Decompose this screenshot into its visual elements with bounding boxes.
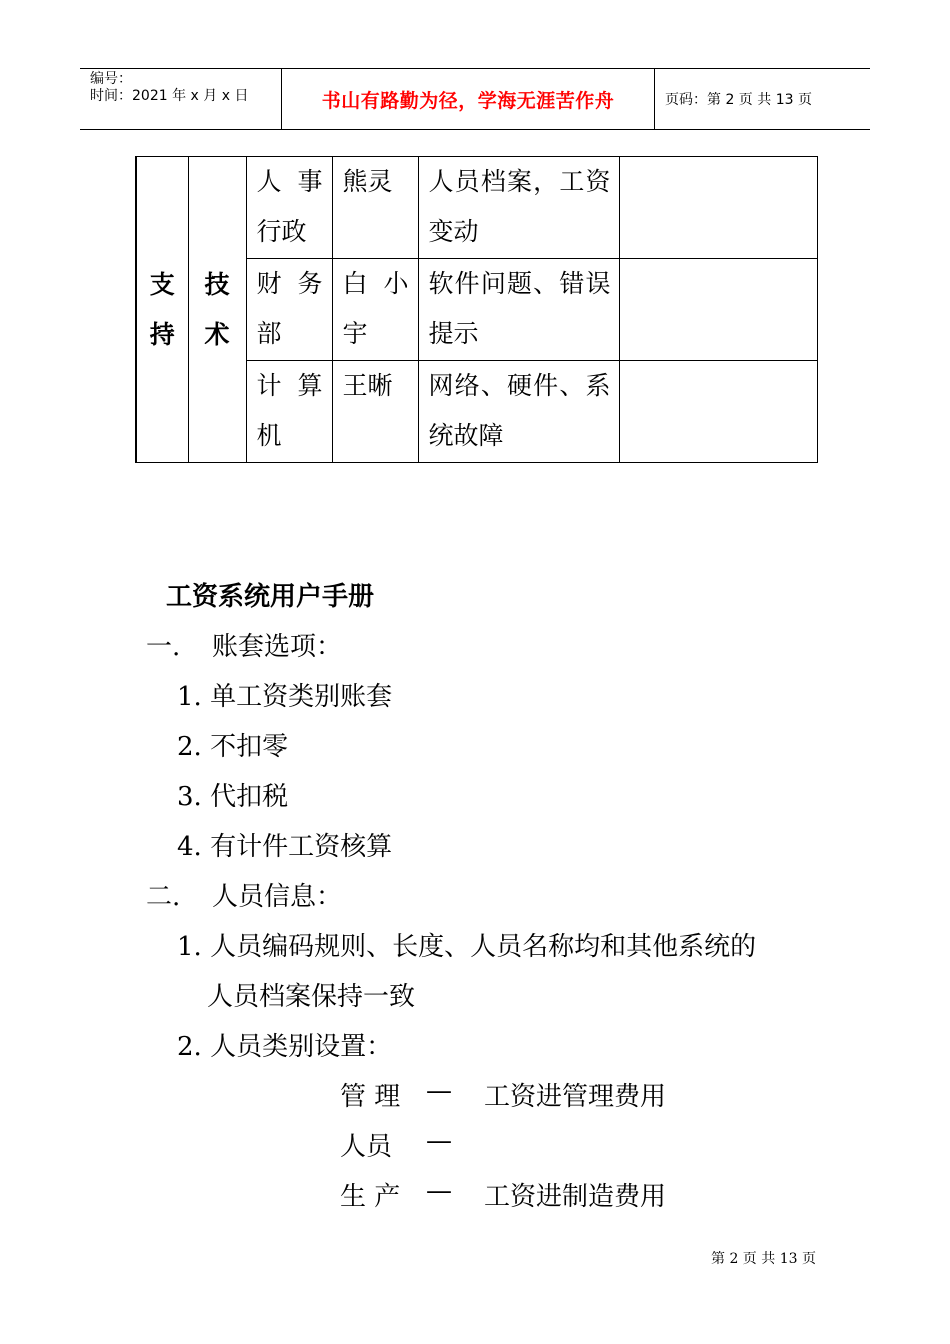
person-cell — [332, 259, 418, 361]
scope-text: 软件问题、错误提示 — [428, 269, 611, 348]
section-number: 二. — [146, 882, 181, 912]
section-heading: 人员信息： — [212, 882, 343, 912]
person-text: 白小宇 — [342, 269, 409, 348]
person-cell — [332, 361, 418, 463]
support-table — [135, 156, 818, 463]
header-page-info: 页码：第 2 页 共 13 页 — [665, 92, 812, 108]
time-label: 时间：2021 年 x 月 x 日 — [90, 88, 249, 104]
list-item: 4. 有计件工资核算 — [177, 832, 393, 862]
page-header — [80, 68, 870, 130]
category-name: 人员 — [340, 1132, 393, 1162]
list-item: 1. 单工资类别账套 — [177, 682, 393, 712]
support-subcategory-cell — [188, 157, 246, 463]
list-item: 1. 人员编码规则、长度、人员名称均和其他系统的 — [177, 932, 757, 962]
section-heading: 账套选项： — [212, 632, 343, 662]
list-item: 2. 不扣零 — [177, 732, 289, 762]
manual-title: 工资系统用户手册 — [166, 582, 375, 612]
category-name: 生 产 — [340, 1182, 401, 1212]
section-number: 一. — [146, 632, 181, 662]
dept-cell — [246, 259, 332, 361]
header-meta — [80, 69, 282, 129]
scope-cell — [418, 259, 619, 361]
list-item: 2. 人员类别设置： — [177, 1032, 393, 1062]
dept-cell — [246, 361, 332, 463]
category-dash: — — [426, 1126, 452, 1156]
header-motto: 书山有路勤为径，学海无涯苦作舟 — [282, 69, 655, 129]
scope-cell — [418, 157, 619, 259]
note-cell — [619, 259, 817, 361]
dept-text: 财务部 — [256, 269, 323, 348]
scope-cell — [418, 361, 619, 463]
person-cell — [332, 157, 418, 259]
number-label: 编号： — [90, 71, 132, 87]
support-category-cell — [136, 157, 188, 463]
note-cell — [619, 361, 817, 463]
category-dash: — — [426, 1076, 452, 1106]
support-subcategory: 技术 — [204, 269, 230, 349]
dept-text: 人事行政 — [256, 167, 323, 246]
list-item-continuation: 人员档案保持一致 — [207, 982, 416, 1012]
dept-text: 计算机 — [256, 371, 323, 450]
page-footer: 第 2 页 共 13 页 — [711, 1251, 816, 1267]
scope-text: 人员档案，工资变动 — [428, 167, 611, 246]
category-desc: 工资进制造费用 — [484, 1182, 667, 1212]
support-category: 支持 — [149, 269, 175, 349]
person-text: 王晰 — [342, 371, 393, 400]
note-cell — [619, 157, 817, 259]
dept-cell — [246, 157, 332, 259]
category-desc: 工资进管理费用 — [484, 1082, 667, 1112]
scope-text: 网络、硬件、系统故障 — [428, 371, 611, 450]
table-row — [136, 157, 817, 259]
person-text: 熊灵 — [342, 167, 393, 196]
category-dash: — — [426, 1176, 452, 1206]
list-item: 3. 代扣税 — [177, 782, 289, 812]
category-name: 管 理 — [340, 1082, 401, 1112]
